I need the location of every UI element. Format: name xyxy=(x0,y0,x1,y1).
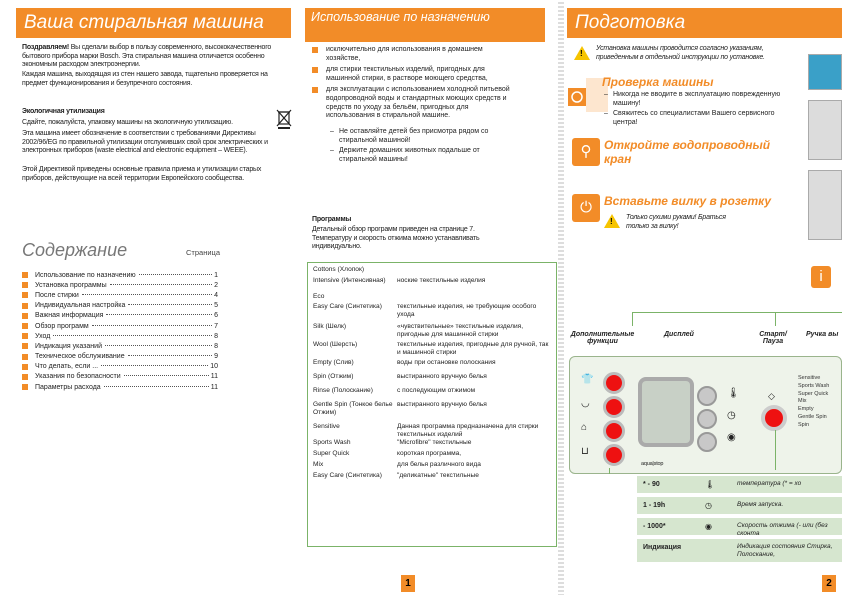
toc-item xyxy=(22,311,218,321)
program-description: Данная программа предназначена для стирки текстильных изделий xyxy=(397,423,539,438)
plug-warning: Только сухими руками! Браться только за вилку! xyxy=(626,214,726,230)
program-description: текстильные изделия, не требующие особого ухода xyxy=(397,303,537,318)
bullet-square-icon xyxy=(22,364,28,370)
toc-item-page: 1 xyxy=(214,271,218,279)
toc-leader-dots xyxy=(128,304,212,305)
table-of-contents xyxy=(22,270,218,392)
toc-item-label: Параметры расхода xyxy=(35,383,101,391)
program-row xyxy=(313,359,553,367)
table-cell-value: 1 - 19h xyxy=(643,502,666,509)
bullet-square-icon xyxy=(22,343,28,349)
panel-label-extra: Дополнительные функции xyxy=(570,331,635,345)
program-row xyxy=(313,341,553,356)
mode-item: Mix xyxy=(798,398,807,405)
congrats-bold: Поздравляем! xyxy=(22,44,69,51)
usage-item: для эксплуатации с использованием холодной питьевой водопроводной воды и стандартных моющих средств и средств по уходу за бельём, пригодных для использования в стиральной машине. xyxy=(312,86,512,120)
eco-directive-2: Этой Директивой приведены основные правила приема и утилизации старых приборов, действующие на всей территории Европейского сообщества. xyxy=(22,166,262,182)
option-button-1[interactable] xyxy=(603,372,625,394)
table-cell-desc: Скорость отжима (- или (без сконта xyxy=(737,522,828,537)
program-description: с последующим отжимом xyxy=(397,387,476,394)
toc-item xyxy=(22,331,218,341)
table-cell-icon: ◷ xyxy=(705,501,712,510)
display-screen xyxy=(638,377,694,447)
toc-page-label: Страница xyxy=(186,248,220,257)
program-row xyxy=(313,323,553,338)
panel-label-display: Дисплей xyxy=(664,331,694,338)
program-name: Cottons (Хлопок) xyxy=(313,266,365,273)
eco-text: Сдайте, пожалуйста, упаковку машины на экологичную утилизацию. xyxy=(22,119,233,126)
mode-item: Empty xyxy=(798,406,814,413)
toc-item-page: 11 xyxy=(210,383,218,391)
bullet-square-icon xyxy=(22,374,28,380)
toc-leader-dots xyxy=(101,365,208,366)
detergent-drawer-image xyxy=(808,170,842,240)
usage-item: для стирки текстильных изделий, пригодных для машинной стирки, в растворе моющего средства, xyxy=(312,66,512,83)
eco-directive: Эта машина имеет обозначение в соответствии с требованиями Директивы 2002/96/EG по правильной утилизации отслуживших свой срок электрических и электронных приборов (waste electrical and electronic equipment – WEEE). xyxy=(22,130,268,155)
toc-leader-dots xyxy=(105,345,212,346)
bullet-square-icon xyxy=(22,292,28,298)
program-description: "деликатные" текстильные xyxy=(397,472,479,479)
crossed-bin-icon xyxy=(276,108,292,130)
panel-label-knob: Ручка вы xyxy=(806,331,839,338)
program-description: ноские текстильные изделия xyxy=(397,277,486,284)
section-header-usage: Использование по назначению xyxy=(305,8,545,42)
toc-item xyxy=(22,270,218,280)
intro-quality: Каждая машина, выходящая из стен нашего завода, тщательно проверяется на предмет функционирования и безупречного состояния. xyxy=(22,71,268,87)
program-row xyxy=(313,373,553,381)
program-description: «чувствительные» текстильные изделия, пригодные для машинной стирки xyxy=(397,323,524,338)
warning-triangle-icon: ! xyxy=(604,214,620,228)
program-description: воды при остановке полоскания xyxy=(397,359,496,366)
mode-item: Super Quick xyxy=(798,390,829,397)
toc-item xyxy=(22,280,218,290)
table-cell-value: - 1000* xyxy=(643,523,666,530)
intro-congrats xyxy=(22,44,280,70)
toc-item-label: Что делать, если ... xyxy=(35,363,99,371)
section-header-washing-machine: Ваша стиральная машина xyxy=(16,8,291,38)
open-tap-title: Откройте водопроводный кран xyxy=(604,138,771,166)
table-cell-desc: Индикация состояния Стирка, Полоскание, xyxy=(737,543,833,558)
toc-item xyxy=(22,290,218,300)
program-row xyxy=(313,439,553,447)
table-cell-icon: 🌡 xyxy=(705,480,716,489)
toc-item-label: Важная информация xyxy=(35,312,104,320)
toc-item-page: 5 xyxy=(214,302,218,310)
plug-in-title: Вставьте вилку в розетку xyxy=(604,194,772,208)
program-row xyxy=(313,461,553,469)
program-row xyxy=(313,293,553,301)
panel-leader-line xyxy=(609,468,610,474)
display-button-2[interactable] xyxy=(697,409,717,429)
check-machine-title: Проверка машины xyxy=(602,75,714,89)
table-row xyxy=(637,476,842,494)
program-name: Easy Care (Синтетика) xyxy=(313,303,382,310)
toc-leader-dots xyxy=(82,294,212,295)
toc-item xyxy=(22,301,218,311)
program-name: Wool (Шерсть) xyxy=(313,341,358,348)
mode-item: Gentle Spin xyxy=(798,413,827,420)
toc-title: Содержание xyxy=(22,240,128,260)
table-cell-value: * - 90 xyxy=(643,481,660,488)
toc-item-page: 4 xyxy=(214,291,218,299)
section-header-preparation: Подготовка xyxy=(567,8,842,38)
program-row xyxy=(313,450,553,458)
bullet-square-icon xyxy=(22,384,28,390)
start-pause-icon: ◇ xyxy=(768,391,775,401)
panel-label-start: Старт/ Пауза xyxy=(759,331,787,345)
panel-leader-line xyxy=(632,312,842,313)
program-row xyxy=(313,277,553,285)
toc-item-page: 7 xyxy=(214,322,218,330)
table-cell-desc: температура (* = хо xyxy=(737,480,802,487)
toc-leader-dots xyxy=(128,355,213,356)
program-description: для белья различного вида xyxy=(397,461,481,468)
program-name: Spin (Отжим) xyxy=(313,373,354,380)
start-pause-button[interactable] xyxy=(761,405,787,431)
eco-title: Экологичная утилизация xyxy=(22,108,105,115)
display-button-1[interactable] xyxy=(697,386,717,406)
bullet-square-icon xyxy=(22,272,28,278)
brand-label: aqua|stop xyxy=(641,461,664,467)
display-button-3[interactable] xyxy=(697,432,717,452)
safety-note: – Держите домашних животных подальше от стиральной машины! xyxy=(330,147,510,164)
toc-leader-dots xyxy=(53,335,212,336)
program-name: Intensive (Интенсивная) xyxy=(313,277,386,284)
check-item: – Никогда не вводите в эксплуатацию поврежденную машину! xyxy=(604,91,789,108)
toc-leader-dots xyxy=(139,274,212,275)
program-name: Empty (Слив) xyxy=(313,359,354,366)
toc-item xyxy=(22,372,218,382)
toc-item-label: Уход xyxy=(35,332,51,340)
table-row xyxy=(637,497,842,515)
bullet-square-icon xyxy=(22,323,28,329)
program-name: Super Quick xyxy=(313,450,350,457)
toc-item xyxy=(22,321,218,331)
program-description: короткая программа, xyxy=(397,450,462,457)
toc-item xyxy=(22,352,218,362)
program-name: Sensitive xyxy=(313,423,340,430)
page-number-2: 2 xyxy=(822,575,836,592)
program-row xyxy=(313,423,553,438)
shirt-icon: 👕 xyxy=(581,374,594,385)
program-description: текстильные изделия, пригодные для ручной, так и машинной стирки xyxy=(397,341,549,356)
table-cell-value: Индикация xyxy=(643,544,682,551)
option-button-3[interactable] xyxy=(603,420,625,442)
toc-item xyxy=(22,382,218,392)
toc-item-label: Техническое обслуживание xyxy=(35,353,125,361)
usage-item: исключительно для использования в домашнем хозяйстве, xyxy=(312,46,512,63)
bullet-square-icon xyxy=(22,354,28,360)
toc-item-label: Индивидуальная настройка xyxy=(35,302,126,310)
panel-leader-line xyxy=(775,312,776,326)
thermometer-icon: 🌡 xyxy=(727,388,740,399)
page-number-1: 1 xyxy=(401,575,415,592)
option-button-4[interactable] xyxy=(603,444,625,466)
iron-icon: ⌂ xyxy=(581,422,588,433)
toc-item-page: 11 xyxy=(210,373,218,381)
check-machine-list xyxy=(604,91,789,129)
bullet-square-icon xyxy=(22,313,28,319)
programs-text: Детальный обзор программ приведен на странице 7. Температуру и скорость отжима можно устанавливать индивидуально. xyxy=(312,226,480,251)
mode-item: Sports Wash xyxy=(798,382,830,389)
toc-leader-dots xyxy=(92,325,212,326)
toc-leader-dots xyxy=(104,386,209,387)
program-row xyxy=(313,303,553,318)
toc-item-page: 6 xyxy=(214,312,218,320)
table-cell-desc: Время запуска. xyxy=(737,501,784,508)
clothes-image xyxy=(808,54,842,90)
usage-list xyxy=(312,46,512,124)
toc-item-label: Использование по назначению xyxy=(35,271,136,279)
mode-item: Spin xyxy=(798,421,810,428)
bullet-square-icon xyxy=(22,303,28,309)
bullet-square-icon xyxy=(22,282,28,288)
program-description: выстиранного вручную белья xyxy=(397,373,487,380)
toc-item-page: 8 xyxy=(214,332,218,340)
clock-icon: ◷ xyxy=(727,410,736,421)
prep-note: Установка машины проводится согласно указаниям, приведенным в отдельной инструкции по установке. xyxy=(596,45,765,61)
toc-item xyxy=(22,341,218,351)
power-plug-icon: ⏻ xyxy=(572,194,600,222)
panel-leader-line xyxy=(632,312,633,326)
congrats-text: Вы сделали выбор в пользу современного, высококачественного бытового прибора марки Bosch. Эта стиральная машина отличается особенно экономным расходом электроэнергии. xyxy=(22,44,272,69)
water-tap-icon: ⚲ xyxy=(572,138,600,166)
bullet-square-icon xyxy=(22,333,28,339)
program-description xyxy=(397,293,553,301)
safety-note: – Не оставляйте детей без присмотра рядом со стиральной машиной! xyxy=(330,128,510,145)
table-row xyxy=(637,539,842,563)
program-name: Gentle Spin (Тонкое белье Отжим) xyxy=(313,401,393,416)
toc-item-label: После стирки xyxy=(35,291,79,299)
program-name: Eco xyxy=(313,293,325,300)
toc-leader-dots xyxy=(124,375,209,376)
toc-item-page: 2 xyxy=(214,281,218,289)
program-name: Mix xyxy=(313,461,324,468)
program-row xyxy=(313,266,553,274)
toc-leader-dots xyxy=(110,284,212,285)
program-description: выстиранного вручную белья xyxy=(397,401,487,408)
check-item: – Свяжитесь со специалистами Вашего сервисного центра! xyxy=(604,110,789,127)
program-row xyxy=(313,401,553,416)
warning-triangle-icon: ! xyxy=(574,46,590,60)
programs-title: Программы xyxy=(312,216,352,223)
machine-door-image xyxy=(808,100,842,160)
safety-notes xyxy=(330,128,510,166)
program-row xyxy=(313,387,553,395)
toc-item-page: 10 xyxy=(210,363,218,371)
toc-item xyxy=(22,362,218,372)
table-row xyxy=(637,518,842,536)
spin-icon: ◉ xyxy=(727,432,736,443)
program-name: Silk (Шелк) xyxy=(313,323,347,330)
basin-icon: ⊔ xyxy=(581,446,589,457)
toc-leader-dots xyxy=(106,314,212,315)
page-divider xyxy=(558,0,564,595)
toc-item-label: Установка программы xyxy=(35,281,107,289)
toc-item-page: 9 xyxy=(214,353,218,361)
panel-leader-line xyxy=(775,430,776,470)
program-name: Sports Wash xyxy=(313,439,351,446)
toc-item-label: Индикация указаний xyxy=(35,342,102,350)
program-description: "Microfibre" текстильные xyxy=(397,439,472,446)
program-name: Rinse (Полоскание) xyxy=(313,387,373,394)
program-description xyxy=(397,266,553,274)
program-name: Easy Care (Синтетика) xyxy=(313,472,382,479)
cup-icon: ◡ xyxy=(581,398,590,409)
program-row xyxy=(313,472,553,480)
toc-item-page: 8 xyxy=(214,342,218,350)
toc-item-label: Обзор программ xyxy=(35,322,89,330)
toc-item-label: Указания по безопасности xyxy=(35,373,121,381)
info-icon: i xyxy=(811,266,831,288)
program-mode-list xyxy=(798,375,829,430)
mode-item: Sensitive xyxy=(798,375,821,381)
table-cell-icon: ◉ xyxy=(705,522,712,531)
option-button-2[interactable] xyxy=(603,396,625,418)
